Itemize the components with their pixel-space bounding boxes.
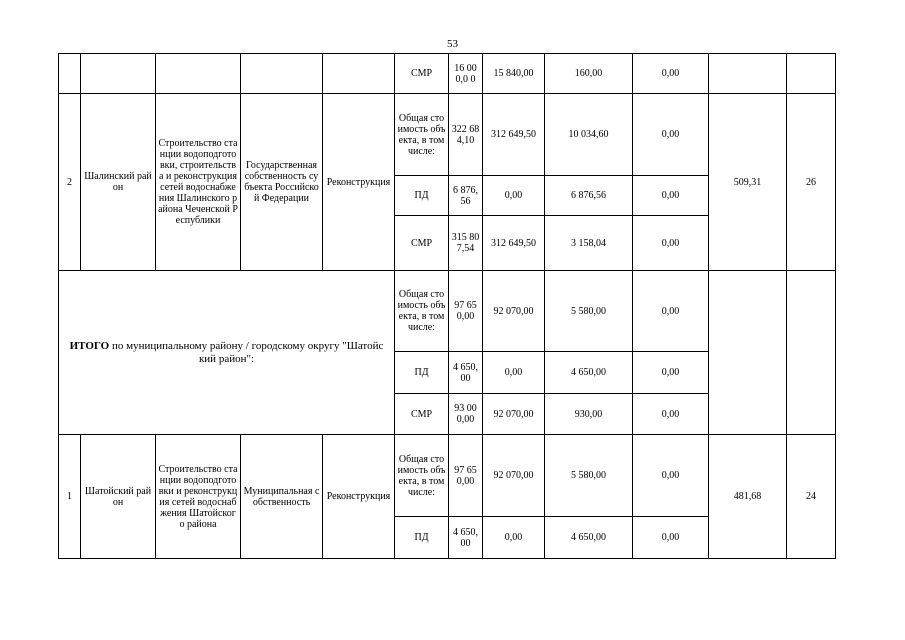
cell-empty bbox=[323, 54, 395, 94]
cell-value: 509,31 bbox=[709, 94, 787, 271]
cell-type: ПД bbox=[395, 176, 449, 216]
cell-object: Строительство станции водоподготовки и реконструкция сетей водоснабжения Шатойского района bbox=[156, 435, 241, 559]
cell-empty bbox=[709, 271, 787, 435]
budget-table bbox=[58, 53, 836, 559]
cell-type: Общая стоимость объекта, в том числе: bbox=[395, 94, 449, 176]
cell-empty bbox=[787, 54, 836, 94]
cell-empty bbox=[156, 54, 241, 94]
cell-type: СМР bbox=[395, 54, 449, 94]
cell-c3: 0,00 bbox=[633, 394, 709, 435]
cell-type: ПД bbox=[395, 352, 449, 394]
cell-total: 97 650,00 bbox=[449, 271, 483, 352]
cell-object: Строительство станции водоподготовки, строительства и реконструкция сетей водоснабжения Шалинского района Чеченской Республики bbox=[156, 94, 241, 271]
cell-c1: 312 649,50 bbox=[483, 94, 545, 176]
cell-district: Шатойский район bbox=[81, 435, 156, 559]
cell-c3: 0,00 bbox=[633, 216, 709, 271]
cell-total: 93 000,00 bbox=[449, 394, 483, 435]
cell-c1: 0,00 bbox=[483, 352, 545, 394]
cell-count: 24 bbox=[787, 435, 836, 559]
cell-total: 322 684,10 bbox=[449, 94, 483, 176]
cell-c3: 0,00 bbox=[633, 352, 709, 394]
cell-ownership: Государственная собственность субъекта Российской Федерации bbox=[241, 94, 323, 271]
cell-type: СМР bbox=[395, 216, 449, 271]
cell-c1: 92 070,00 bbox=[483, 435, 545, 517]
table-row bbox=[59, 54, 836, 94]
cell-district: Шалинский район bbox=[81, 94, 156, 271]
cell-c3: 0,00 bbox=[633, 517, 709, 559]
cell-c3: 0,00 bbox=[633, 176, 709, 216]
cell-c1: 0,00 bbox=[483, 517, 545, 559]
cell-total: 4 650,00 bbox=[449, 517, 483, 559]
cell-type: СМР bbox=[395, 394, 449, 435]
cell-number: 2 bbox=[59, 94, 81, 271]
cell-total: 315 807,54 bbox=[449, 216, 483, 271]
cell-c2: 4 650,00 bbox=[545, 517, 633, 559]
cell-c1: 15 840,00 bbox=[483, 54, 545, 94]
cell-value: 481,68 bbox=[709, 435, 787, 559]
cell-c1: 92 070,00 bbox=[483, 394, 545, 435]
cell-number: 1 bbox=[59, 435, 81, 559]
cell-c3: 0,00 bbox=[633, 271, 709, 352]
cell-c1: 92 070,00 bbox=[483, 271, 545, 352]
cell-c2: 5 580,00 bbox=[545, 271, 633, 352]
table-row bbox=[59, 435, 836, 517]
cell-empty bbox=[81, 54, 156, 94]
cell-c3: 0,00 bbox=[633, 435, 709, 517]
cell-ownership: Муниципальная собственность bbox=[241, 435, 323, 559]
cell-c2: 3 158,04 bbox=[545, 216, 633, 271]
cell-c1: 0,00 bbox=[483, 176, 545, 216]
cell-total-label bbox=[59, 271, 395, 435]
cell-work-type: Реконструкция bbox=[323, 94, 395, 271]
cell-c2: 160,00 bbox=[545, 54, 633, 94]
cell-empty bbox=[241, 54, 323, 94]
cell-c2: 6 876,56 bbox=[545, 176, 633, 216]
cell-empty bbox=[709, 54, 787, 94]
cell-c1: 312 649,50 bbox=[483, 216, 545, 271]
cell-c3: 0,00 bbox=[633, 54, 709, 94]
cell-total: 97 650,00 bbox=[449, 435, 483, 517]
cell-total: 16 000,0 0 bbox=[449, 54, 483, 94]
cell-count: 26 bbox=[787, 94, 836, 271]
cell-total: 4 650,00 bbox=[449, 352, 483, 394]
cell-type: Общая стоимость объекта, в том числе: bbox=[395, 271, 449, 352]
total-label-bold: ИТОГО bbox=[69, 339, 110, 352]
cell-empty bbox=[787, 271, 836, 435]
cell-c2: 4 650,00 bbox=[545, 352, 633, 394]
cell-c2: 930,00 bbox=[545, 394, 633, 435]
cell-type: Общая стоимость объекта, в том числе: bbox=[395, 435, 449, 517]
cell-c2: 10 034,60 bbox=[545, 94, 633, 176]
total-label-text: по муниципальному району / городскому округу "Шатойский район": bbox=[109, 339, 384, 365]
cell-empty bbox=[59, 54, 81, 94]
cell-c2: 5 580,00 bbox=[545, 435, 633, 517]
page-number: 53 bbox=[447, 38, 458, 50]
cell-type: ПД bbox=[395, 517, 449, 559]
table-row bbox=[59, 94, 836, 176]
cell-work-type: Реконструкция bbox=[323, 435, 395, 559]
cell-c3: 0,00 bbox=[633, 94, 709, 176]
table-row bbox=[59, 271, 836, 352]
cell-total: 6 876,56 bbox=[449, 176, 483, 216]
